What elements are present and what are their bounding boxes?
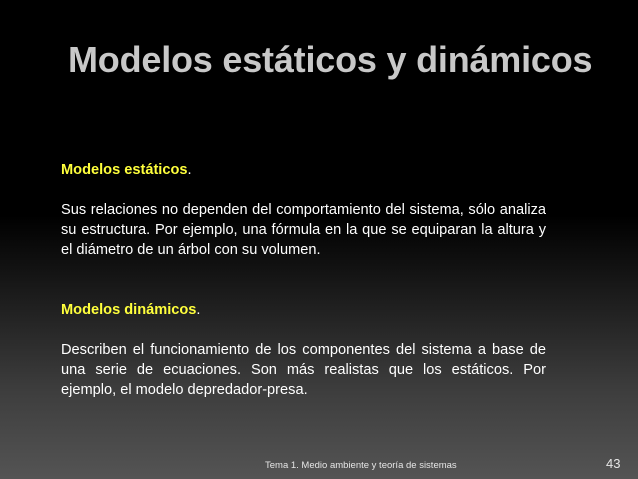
section-static-models xyxy=(61,160,546,260)
section-spacer xyxy=(61,260,546,300)
heading-period: . xyxy=(187,162,192,178)
section-body: Describen el funcionamiento de los componentes del sistema a base de una serie de ecuaciones. Son más realistas que los estáticos. Por ejemplo, el modelo depredador-presa. xyxy=(61,342,546,398)
section-body: Sus relaciones no dependen del comportamiento del sistema, sólo analiza su estructura. Por ejemplo, una fórmula en la que se equiparan la altura y el diámetro de un árbol con su volumen. xyxy=(61,202,546,258)
section-dynamic-models xyxy=(61,300,546,400)
section-heading xyxy=(61,160,546,180)
heading-period: . xyxy=(196,302,201,318)
section-heading-label: Modelos estáticos xyxy=(61,162,188,178)
section-heading xyxy=(61,300,546,320)
slide-content xyxy=(61,160,546,400)
slide-title: Modelos estáticos y dinámicos xyxy=(68,39,593,80)
slide-footer: Tema 1. Medio ambiente y teoría de sistemas xyxy=(265,460,457,471)
section-heading-label: Modelos dinámicos xyxy=(61,302,197,318)
page-number: 43 xyxy=(606,456,621,471)
